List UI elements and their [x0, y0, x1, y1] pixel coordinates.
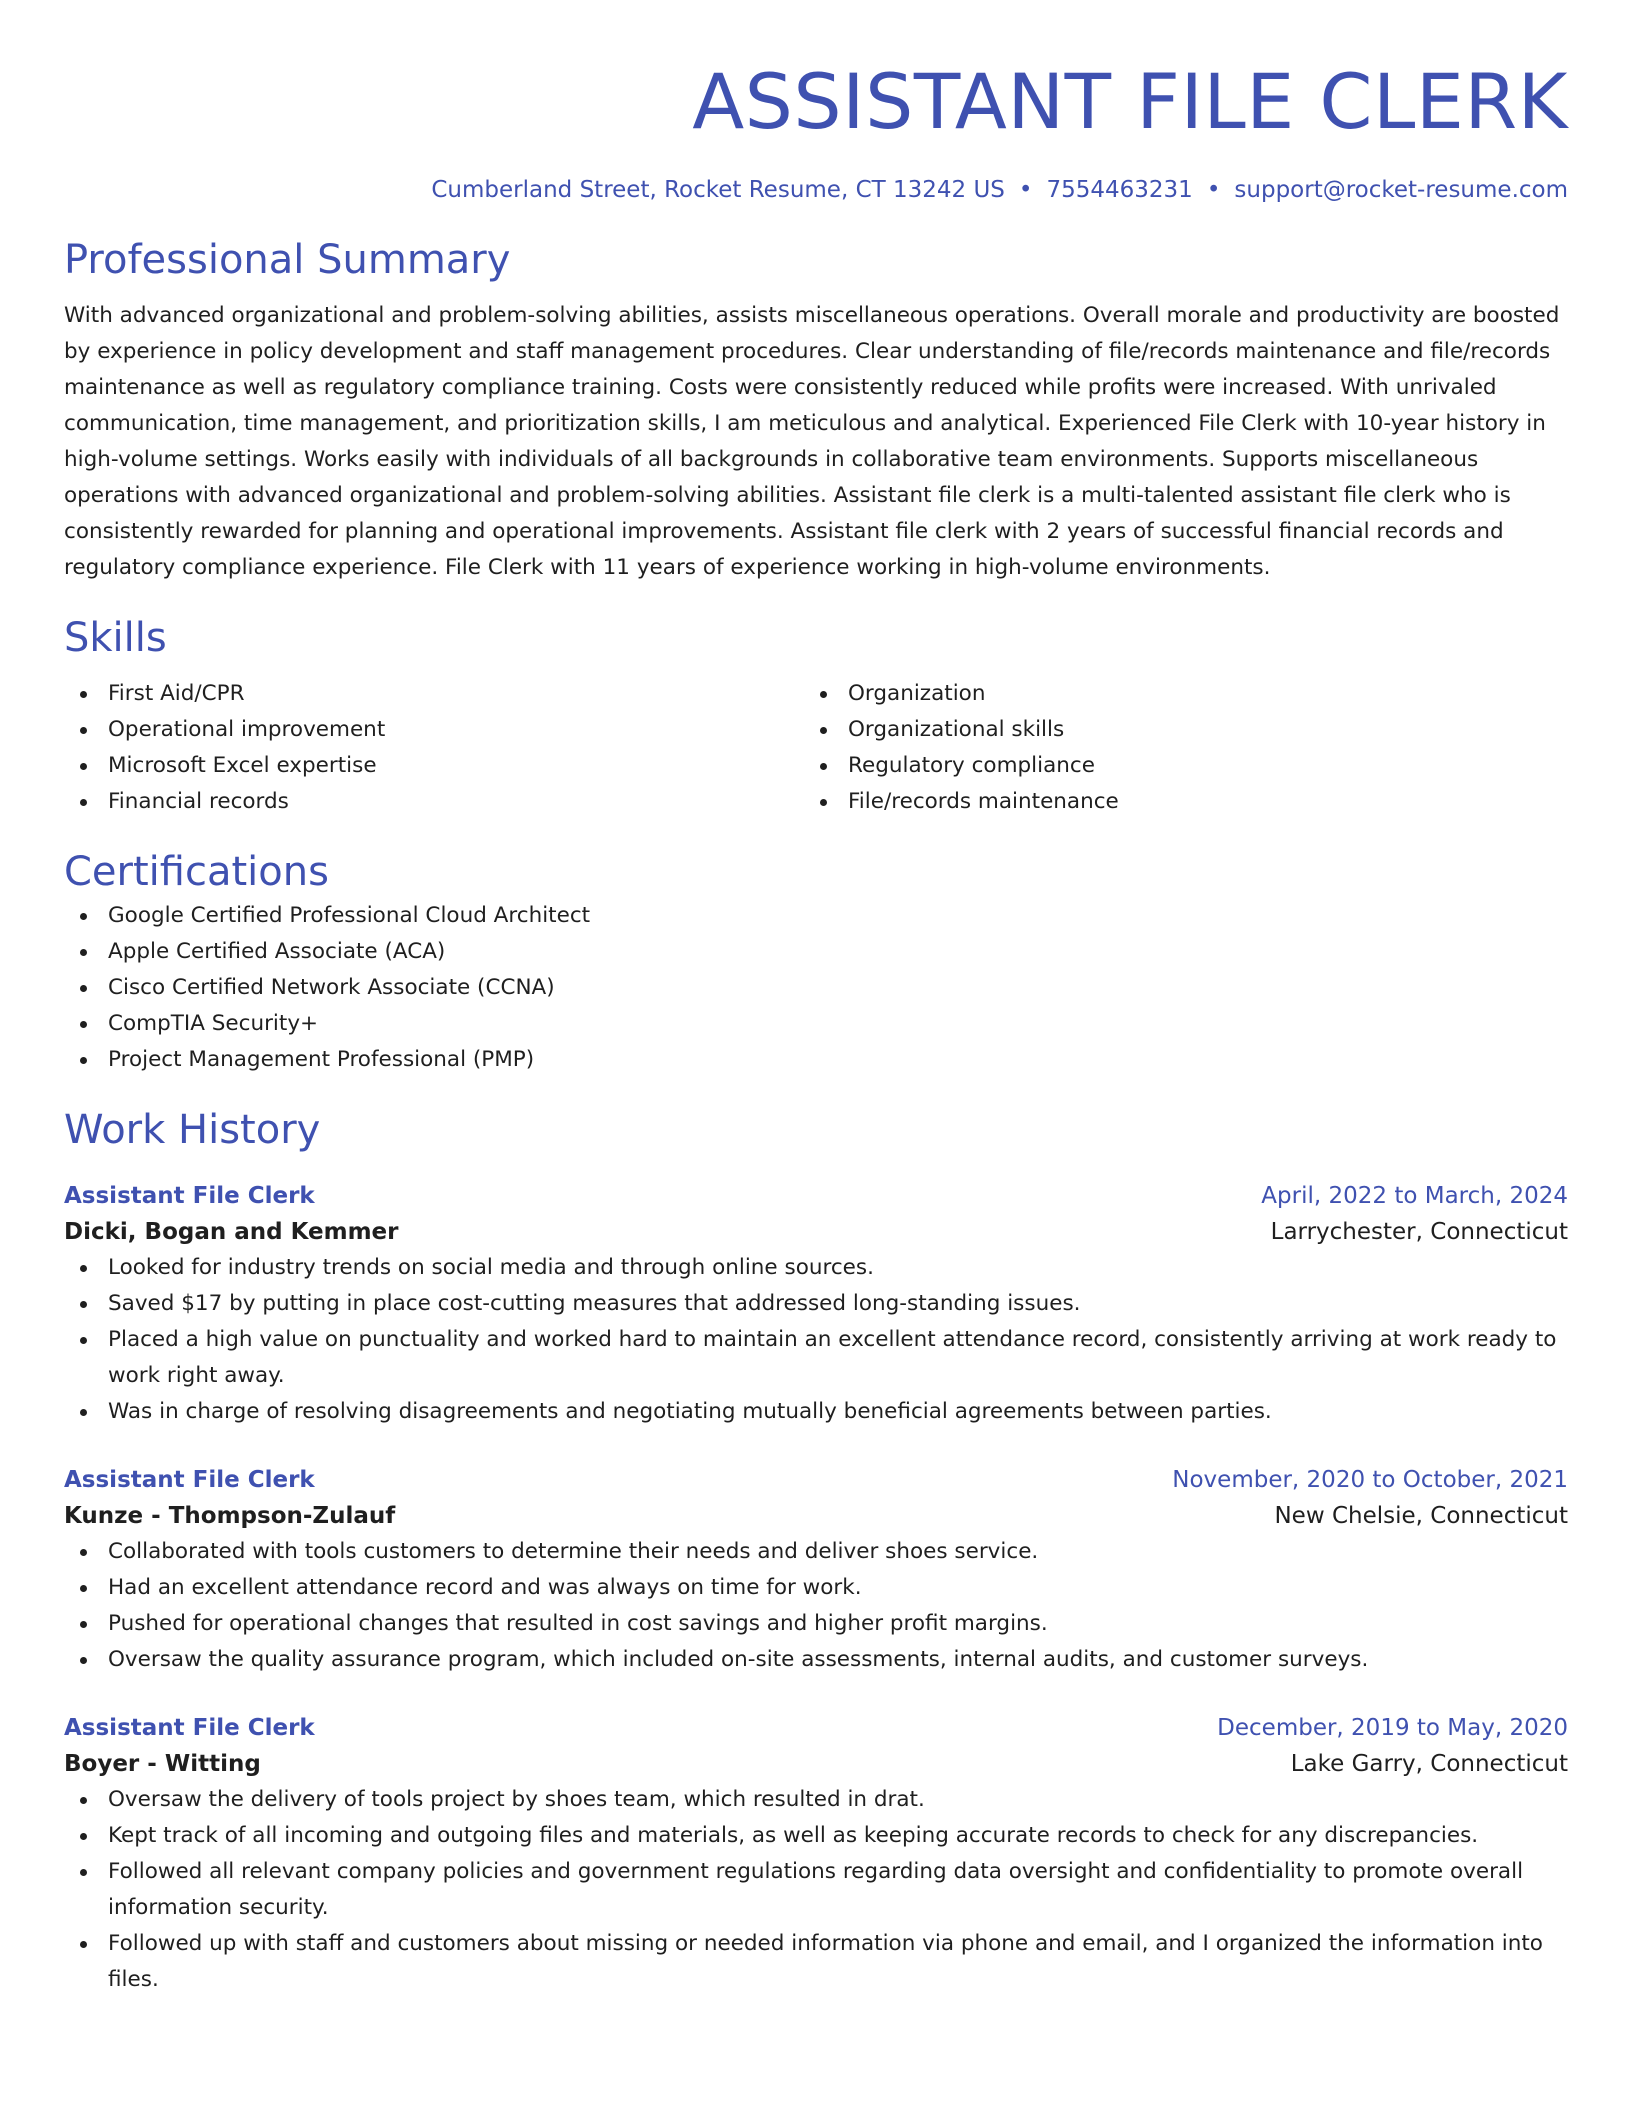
skills-list-right: [804, 676, 1544, 820]
section-title-skills: Skills: [64, 615, 167, 661]
job-header-row: [64, 1462, 1568, 1498]
job-title: Assistant File Clerk: [64, 1467, 315, 1493]
job-bullet: Had an excellent attendance record and was always on time for work.: [64, 1570, 1568, 1606]
job-dates: December, 2019 to May, 2020: [1217, 1715, 1568, 1741]
job-bullet: Pushed for operational changes that resulted in cost savings and higher profit margins.: [64, 1606, 1568, 1642]
skill-item: Operational improvement: [64, 712, 804, 748]
job-bullets: [64, 1782, 1568, 1998]
contact-line: [64, 174, 1568, 206]
skill-item: Organization: [804, 676, 1544, 712]
certification-item: Apple Certified Associate (ACA): [64, 934, 1568, 970]
skills-list-left: [64, 676, 804, 820]
job-company-row: [64, 1214, 1568, 1250]
contact-email[interactable]: support@rocket-resume.com: [1234, 177, 1568, 203]
certification-item: CompTIA Security+: [64, 1006, 1568, 1042]
job-dates: November, 2020 to October, 2021: [1172, 1467, 1568, 1493]
skill-item: Regulatory compliance: [804, 748, 1544, 784]
job-bullets: [64, 1250, 1568, 1430]
job-bullet: Looked for industry trends on social media and through online sources.: [64, 1250, 1568, 1286]
certification-item: Google Certified Professional Cloud Architect: [64, 898, 1568, 934]
job-company: Kunze - Thompson-Zulauf: [64, 1503, 396, 1529]
section-title-summary: Professional Summary: [64, 237, 511, 283]
section-title-certifications: Certifications: [64, 849, 329, 895]
job-bullet: Placed a high value on punctuality and worked hard to maintain an excellent attendance record, consistently arriving at work ready to work right away.: [64, 1322, 1568, 1394]
skill-item: First Aid/CPR: [64, 676, 804, 712]
job-company: Boyer - Witting: [64, 1751, 261, 1777]
job-bullet: Was in charge of resolving disagreements and negotiating mutually beneficial agreements between parties.: [64, 1394, 1568, 1430]
summary-text: With advanced organizational and problem-solving abilities, assists miscellaneous operations. Overall morale and productivity are boosted by experience in policy development and staff management procedures. Clear understanding of file/records maintenance and file/records maintenance as well as regulatory compliance training. Costs were consistently reduced while profits were increased. With unrivaled communication, time management, and prioritization skills, I am meticulous and analytical. Experienced File Clerk with 10-year history in high-volume settings. Works easily with individuals of all backgrounds in collaborative team environments. Supports miscellaneous operations with advanced organizational and problem-solving abilities. Assistant file clerk is a multi-talented assistant file clerk who is consistently rewarded for planning and operational improvements. Assistant file clerk with 2 years of successful financial records and regulatory compliance experience. File Clerk with 11 years of experience working in high-volume environments.: [64, 303, 1560, 580]
job-header-row: [64, 1710, 1568, 1746]
job-bullets: [64, 1534, 1568, 1678]
job-bullet: Collaborated with tools customers to determine their needs and deliver shoes service.: [64, 1534, 1568, 1570]
job-bullet: Followed up with staff and customers about missing or needed information via phone and email, and I organized the information into files.: [64, 1926, 1568, 1998]
job-location: New Chelsie, Connecticut: [1274, 1503, 1568, 1529]
job-bullet: Followed all relevant company policies and government regulations regarding data oversight and confidentiality to promote overall information security.: [64, 1854, 1568, 1926]
job-title: Assistant File Clerk: [64, 1183, 315, 1209]
job-header-row: [64, 1178, 1568, 1214]
job-bullet: Oversaw the quality assurance program, which included on-site assessments, internal audits, and customer surveys.: [64, 1642, 1568, 1678]
skill-item: Organizational skills: [804, 712, 1544, 748]
skill-item: Financial records: [64, 784, 804, 820]
certification-item: Project Management Professional (PMP): [64, 1042, 1568, 1078]
job-entry: [64, 1462, 1568, 1678]
job-company: Dicki, Bogan and Kemmer: [64, 1219, 399, 1245]
job-dates: April, 2022 to March, 2024: [1261, 1183, 1568, 1209]
job-bullet: Oversaw the delivery of tools project by shoes team, which resulted in drat.: [64, 1782, 1568, 1818]
job-title: Assistant File Clerk: [64, 1715, 315, 1741]
candidate-name: ASSISTANT FILE CLERK: [692, 57, 1568, 146]
job-company-row: [64, 1746, 1568, 1782]
contact-phone[interactable]: 7554463231: [1046, 177, 1193, 203]
job-bullet: Kept track of all incoming and outgoing files and materials, as well as keeping accurate records to check for any discrepancies.: [64, 1818, 1568, 1854]
skill-item: Microsoft Excel expertise: [64, 748, 804, 784]
skill-item: File/records maintenance: [804, 784, 1544, 820]
certification-item: Cisco Certified Network Associate (CCNA): [64, 970, 1568, 1006]
certifications-list: [64, 898, 1568, 1078]
job-location: Larrychester, Connecticut: [1270, 1219, 1568, 1245]
skills-columns: [64, 676, 1568, 820]
job-entry: [64, 1710, 1568, 1998]
section-title-work-history: Work History: [64, 1107, 321, 1153]
job-entry: [64, 1178, 1568, 1430]
job-company-row: [64, 1498, 1568, 1534]
contact-separator: •: [1206, 177, 1221, 203]
contact-address: Cumberland Street, Rocket Resume, CT 13242 US: [431, 177, 1005, 203]
job-location: Lake Garry, Connecticut: [1290, 1751, 1568, 1777]
contact-separator: •: [1018, 177, 1033, 203]
job-bullet: Saved $17 by putting in place cost-cutting measures that addressed long-standing issues.: [64, 1286, 1568, 1322]
